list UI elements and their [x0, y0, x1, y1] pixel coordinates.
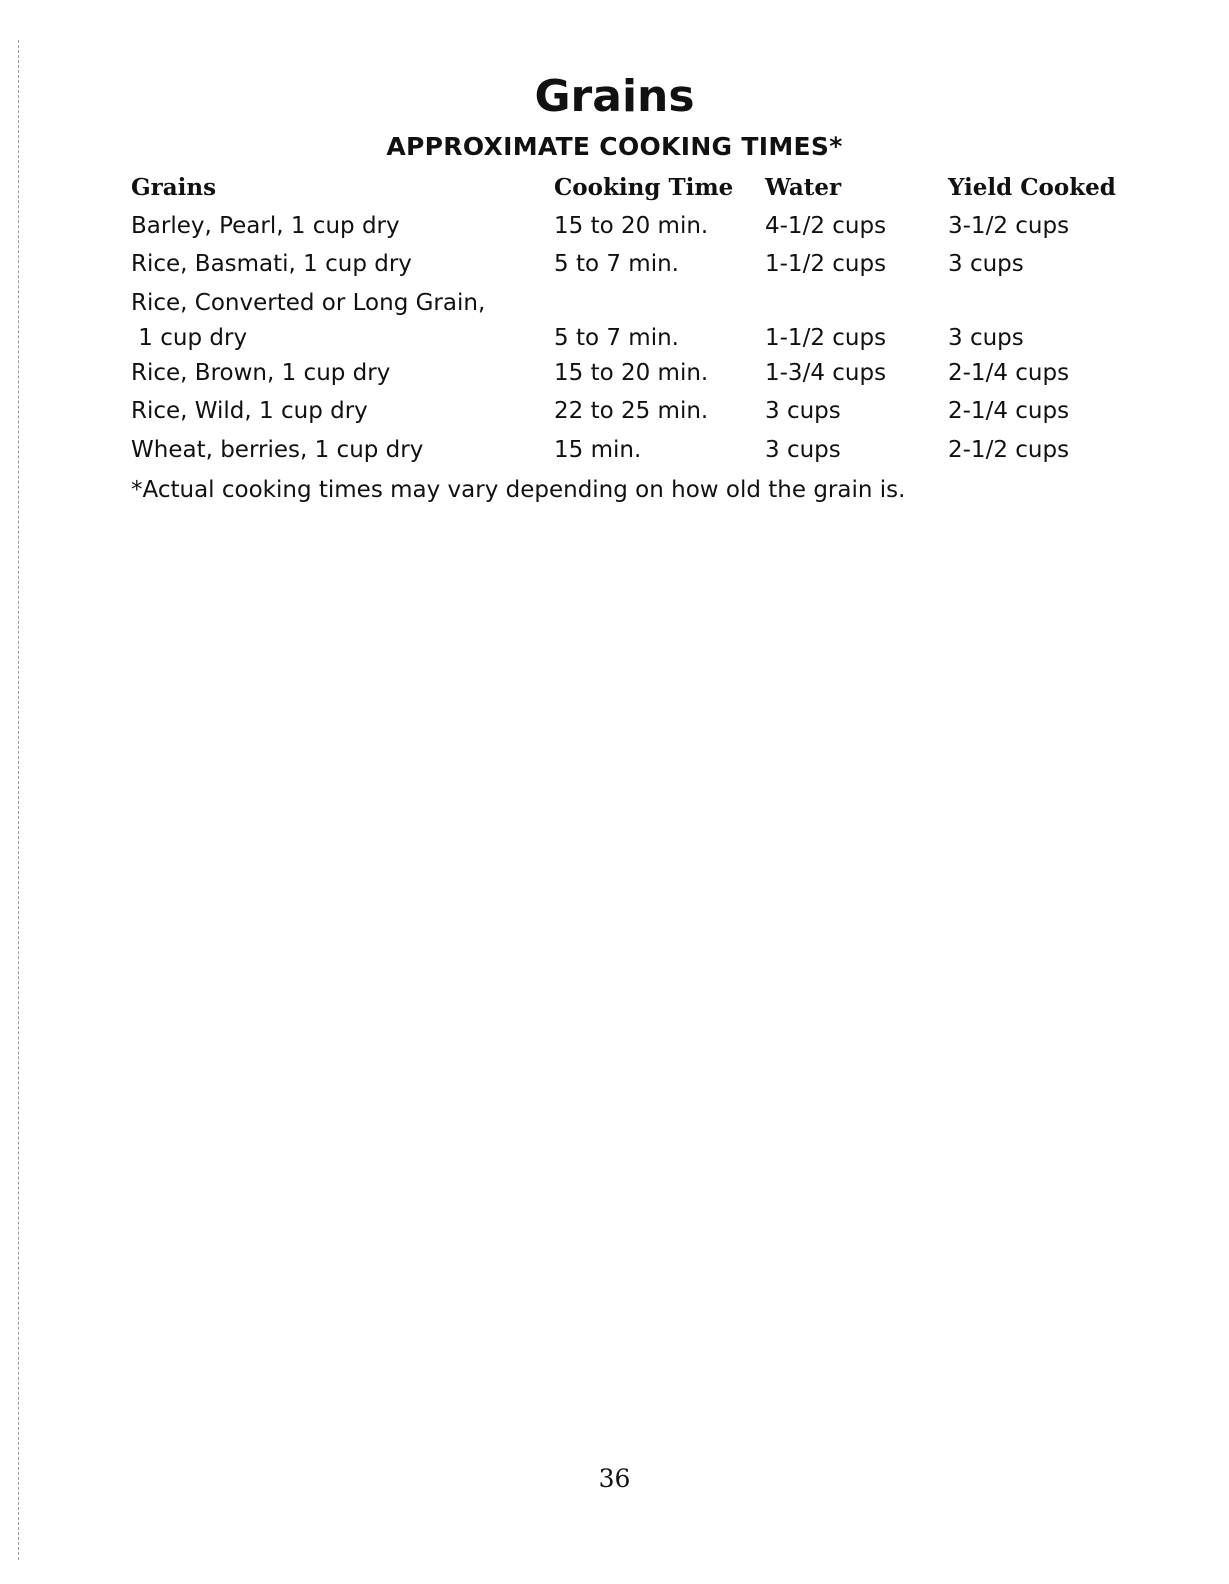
- yield-cooked: 2-1/4 cups: [948, 398, 1070, 425]
- yield-cooked: 3-1/2 cups: [948, 212, 1070, 239]
- grain-name: Rice, Converted or Long Grain, 1 cup dry: [131, 289, 486, 351]
- water-amount: 1-1/2 cups: [765, 324, 887, 351]
- page-title: Grains: [534, 71, 695, 122]
- grain-name: Barley, Pearl, 1 cup dry: [131, 212, 400, 239]
- table-header-row: [131, 170, 1131, 209]
- scan-edge-line: [18, 40, 19, 1560]
- header-water: Water: [765, 174, 842, 201]
- water-amount: 3 cups: [765, 398, 841, 425]
- cooking-time: 15 min.: [554, 436, 642, 463]
- table-row: [131, 394, 1131, 433]
- grain-name: Rice, Wild, 1 cup dry: [131, 398, 368, 425]
- cooking-time: 5 to 7 min.: [554, 251, 679, 278]
- header-cooking-time: Cooking Time: [554, 174, 734, 201]
- water-amount: 1-1/2 cups: [765, 251, 887, 278]
- yield-cooked: 3 cups: [948, 251, 1024, 278]
- table-row: [131, 286, 1131, 356]
- grain-name: Rice, Basmati, 1 cup dry: [131, 251, 412, 278]
- water-amount: 3 cups: [765, 436, 841, 463]
- grain-name: Rice, Brown, 1 cup dry: [131, 359, 391, 386]
- table-row: [131, 433, 1131, 472]
- grain-name: Wheat, berries, 1 cup dry: [131, 436, 424, 463]
- yield-cooked: 2-1/2 cups: [948, 436, 1070, 463]
- cooking-time: 15 to 20 min.: [554, 359, 709, 386]
- header-yield-cooked: Yield Cooked: [948, 174, 1116, 201]
- footnote: *Actual cooking times may vary depending on how old the grain is.: [131, 477, 906, 503]
- water-amount: 4-1/2 cups: [765, 212, 887, 239]
- header-grains: Grains: [131, 174, 217, 201]
- page-number: 36: [598, 1464, 631, 1493]
- page-subtitle: APPROXIMATE COOKING TIMES*: [386, 132, 843, 161]
- cooking-time: 22 to 25 min.: [554, 398, 709, 425]
- table-row: [131, 356, 1131, 395]
- cooking-time: 5 to 7 min.: [554, 324, 679, 351]
- cooking-time: 15 to 20 min.: [554, 212, 709, 239]
- cooking-times-table: [131, 170, 1131, 472]
- table-row: [131, 209, 1131, 248]
- yield-cooked: 2-1/4 cups: [948, 359, 1070, 386]
- table-row: [131, 247, 1131, 286]
- yield-cooked: 3 cups: [948, 324, 1024, 351]
- water-amount: 1-3/4 cups: [765, 359, 887, 386]
